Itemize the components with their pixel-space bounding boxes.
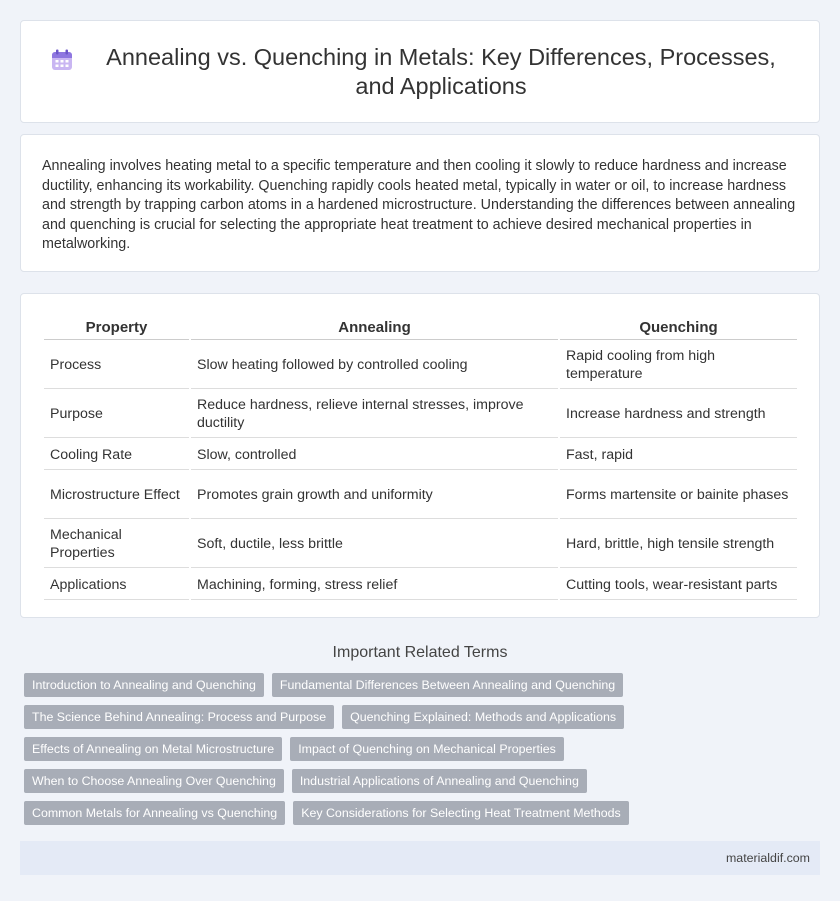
header-annealing: Annealing: [191, 316, 558, 340]
related-term-tag[interactable]: Fundamental Differences Between Annealing and Quenching: [272, 673, 623, 697]
related-terms-list: [20, 673, 820, 833]
title-wrap: [51, 43, 789, 101]
cell-property: Mechanical Properties: [44, 521, 189, 568]
cell-quenching: Fast, rapid: [560, 440, 797, 470]
cell-quenching: Forms martensite or bainite phases: [560, 472, 797, 519]
comparison-table: [42, 314, 799, 602]
footer-site-link[interactable]: materialdif.com: [725, 851, 810, 865]
cell-quenching: Increase hardness and strength: [560, 391, 797, 438]
table-row: [44, 521, 797, 568]
related-term-tag[interactable]: Introduction to Annealing and Quenching: [24, 673, 264, 697]
cell-annealing: Slow heating followed by controlled cooling: [191, 342, 558, 389]
title-card: [20, 20, 820, 123]
table-row: [44, 440, 797, 470]
cell-property: Applications: [44, 570, 189, 600]
related-term-tag[interactable]: Industrial Applications of Annealing and Quenching: [292, 769, 587, 793]
cell-property: Cooling Rate: [44, 440, 189, 470]
header-property: Property: [44, 316, 189, 340]
intro-card: [20, 134, 820, 272]
related-term-tag[interactable]: Effects of Annealing on Metal Microstructure: [24, 737, 282, 761]
related-terms-heading: Important Related Terms: [332, 644, 508, 661]
related-term-tag[interactable]: Quenching Explained: Methods and Applications: [342, 705, 624, 729]
cell-annealing: Promotes grain growth and uniformity: [191, 472, 558, 519]
table-header-row: [44, 316, 797, 340]
cell-property: Process: [44, 342, 189, 389]
table-row: [44, 570, 797, 600]
table-row: [44, 342, 797, 389]
related-term-tag[interactable]: Key Considerations for Selecting Heat Treatment Methods: [293, 801, 629, 825]
cell-quenching: Rapid cooling from high temperature: [560, 342, 797, 389]
cell-annealing: Slow, controlled: [191, 440, 558, 470]
calendar-icon: [51, 49, 73, 71]
table-card: [20, 293, 820, 618]
related-term-tag[interactable]: The Science Behind Annealing: Process and Purpose: [24, 705, 334, 729]
related-term-tag[interactable]: Common Metals for Annealing vs Quenching: [24, 801, 285, 825]
table-row: [44, 472, 797, 519]
footer: [20, 841, 820, 875]
cell-property: Purpose: [44, 391, 189, 438]
related-term-tag[interactable]: Impact of Quenching on Mechanical Properties: [290, 737, 564, 761]
intro-text: Annealing involves heating metal to a specific temperature and then cooling it slowly to reduce hardness and increase ductility, enhancing its workability. Quenching rapidly cools heated metal, typically in water or oil, to increase hardness and strength by trapping carbon atoms in a hardened microstructure. Understanding the differences between annealing and quenching is crucial for selecting the appropriate heat treatment to achieve desired mechanical properties in metalworking.: [42, 158, 796, 252]
page-title: Annealing vs. Quenching in Metals: Key Differences, Processes, and Applications: [106, 43, 776, 99]
related-term-tag[interactable]: When to Choose Annealing Over Quenching: [24, 769, 284, 793]
cell-property: Microstructure Effect: [44, 472, 189, 519]
cell-quenching: Hard, brittle, high tensile strength: [560, 521, 797, 568]
cell-quenching: Cutting tools, wear-resistant parts: [560, 570, 797, 600]
cell-annealing: Soft, ductile, less brittle: [191, 521, 558, 568]
cell-annealing: Machining, forming, stress relief: [191, 570, 558, 600]
table-row: [44, 391, 797, 438]
cell-annealing: Reduce hardness, relieve internal stresses, improve ductility: [191, 391, 558, 438]
header-quenching: Quenching: [560, 316, 797, 340]
